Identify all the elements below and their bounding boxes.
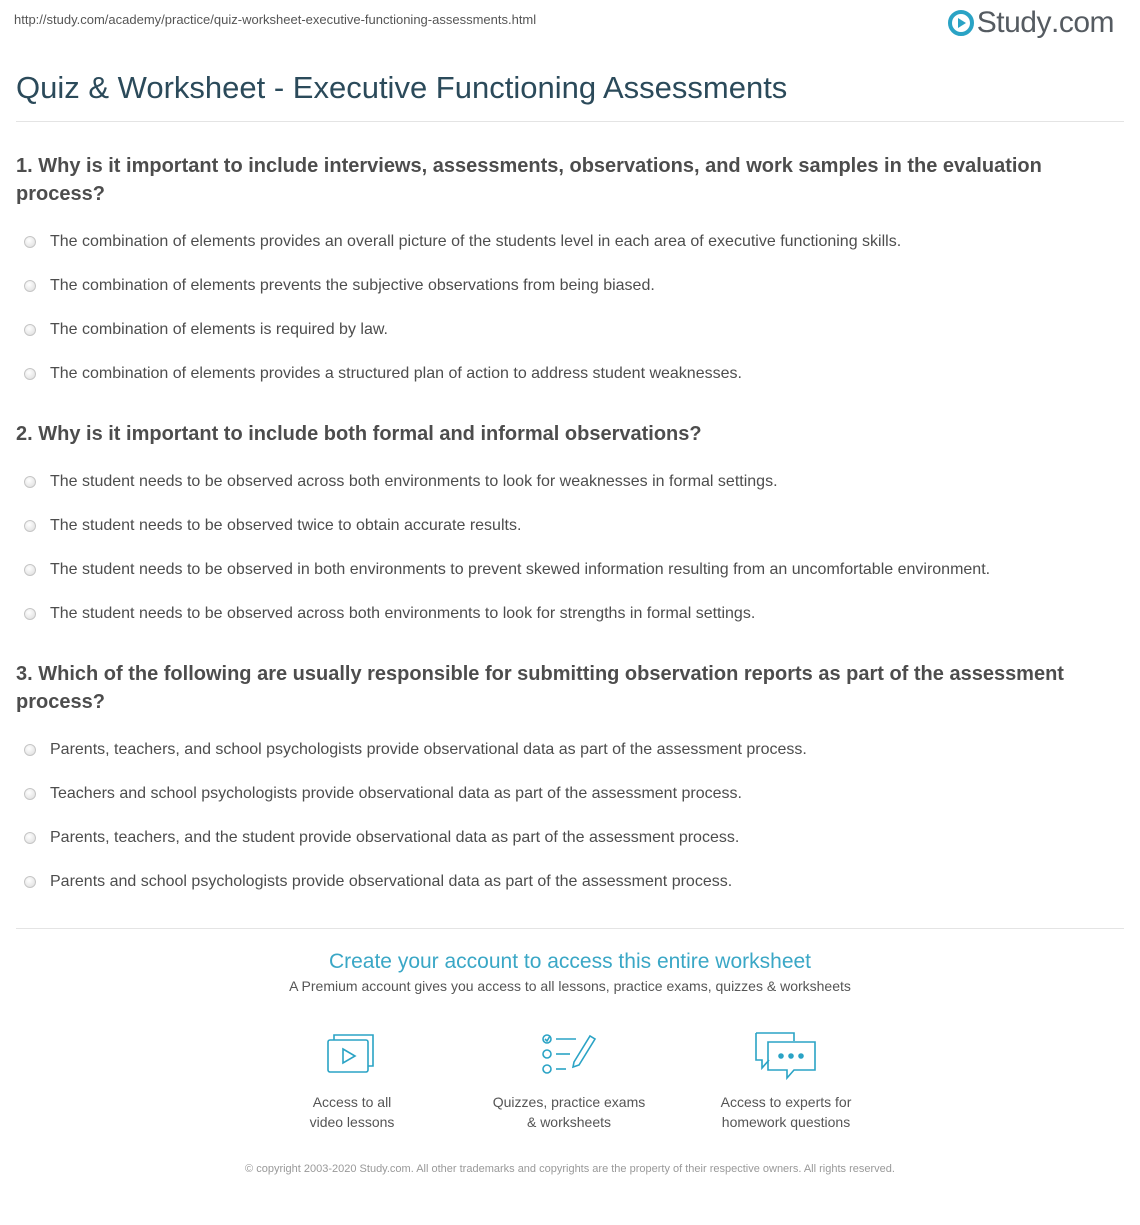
video-lessons-icon (326, 1030, 378, 1076)
answer-text: The combination of elements provides an overall picture of the students level in each area of executive functioning skills. (50, 233, 902, 250)
answer-text: Teachers and school psychologists provide observational data as part of the assessment process. (50, 785, 742, 802)
question-2 (16, 420, 1116, 636)
logo-suffix: .com (1050, 6, 1114, 39)
answer-text: The combination of elements provides a structured plan of action to address student weaknesses. (50, 365, 742, 382)
radio-button[interactable] (24, 280, 36, 292)
answer-option[interactable] (16, 860, 1116, 904)
question-text: 2. Why is it important to include both formal and informal observations? (16, 423, 702, 445)
answer-text: Parents, teachers, and the student provide observational data as part of the assessment process. (50, 829, 740, 846)
feature-experts (696, 1030, 876, 1132)
answer-option[interactable] (16, 728, 1116, 772)
feature-video-lessons (262, 1030, 442, 1132)
logo-text: Study (976, 6, 1051, 39)
feature-line-1: Access to all (312, 1094, 392, 1110)
page-title: Quiz & Worksheet - Executive Functioning Assessments (16, 70, 788, 105)
answer-list (16, 728, 1116, 904)
copyright-notice: © copyright 2003-2020 Study.com. All other trademarks and copyrights are the property of their respective owners. All rights reserved. (245, 1163, 895, 1175)
answer-text: The combination of elements is required by law. (50, 321, 388, 338)
cta-subtitle: A Premium account gives you access to all lessons, practice exams, quizzes & worksheets (289, 978, 851, 994)
answer-option[interactable] (16, 592, 1116, 636)
top-bar (0, 0, 1140, 52)
feature-line-2: & worksheets (526, 1114, 612, 1130)
answer-option[interactable] (16, 772, 1116, 816)
answer-option[interactable] (16, 460, 1116, 504)
answer-text: Parents and school psychologists provide observational data as part of the assessment process. (50, 873, 733, 890)
radio-button[interactable] (24, 368, 36, 380)
feature-quizzes (479, 1030, 659, 1132)
radio-button[interactable] (24, 564, 36, 576)
divider (16, 121, 1124, 122)
feature-line-2: video lessons (309, 1114, 395, 1130)
answer-text: The combination of elements prevents the subjective observations from being biased. (50, 277, 655, 294)
answer-option[interactable] (16, 816, 1116, 860)
divider (16, 928, 1124, 929)
question-3 (16, 660, 1116, 904)
radio-button[interactable] (24, 788, 36, 800)
answer-text: The student needs to be observed in both environments to prevent skewed information resulting from an uncomfortable environment. (50, 561, 991, 578)
radio-button[interactable] (24, 832, 36, 844)
feature-line-1: Access to experts for (720, 1094, 852, 1110)
answer-option[interactable] (16, 220, 1116, 264)
radio-button[interactable] (24, 236, 36, 248)
feature-line-2: homework questions (721, 1114, 851, 1130)
radio-button[interactable] (24, 744, 36, 756)
signup-cta (0, 950, 1140, 994)
radio-button[interactable] (24, 324, 36, 336)
answer-text: The student needs to be observed across both environments to look for strengths in formal settings. (50, 605, 756, 622)
cta-title-link[interactable]: Create your account to access this entire worksheet (328, 950, 812, 973)
chat-bubbles-icon (754, 1030, 818, 1082)
question-text: 1. Why is it important to include interviews, assessments, observations, and work samples in the evaluation process? (16, 155, 1042, 205)
radio-button[interactable] (24, 876, 36, 888)
page-url: http://study.com/academy/practice/quiz-worksheet-executive-functioning-assessments.html (14, 12, 537, 27)
answer-list (16, 460, 1116, 636)
answer-option[interactable] (16, 308, 1116, 352)
radio-button[interactable] (24, 520, 36, 532)
answer-option[interactable] (16, 352, 1116, 396)
radio-button[interactable] (24, 608, 36, 620)
radio-button[interactable] (24, 476, 36, 488)
question-text: 3. Which of the following are usually responsible for submitting observation reports as part of the assessment process? (16, 663, 1064, 713)
answer-text: The student needs to be observed across both environments to look for weaknesses in formal settings. (50, 473, 778, 490)
answer-option[interactable] (16, 548, 1116, 592)
play-circle-icon (948, 10, 974, 36)
answer-text: The student needs to be observed twice to obtain accurate results. (50, 517, 522, 534)
answer-list (16, 220, 1116, 396)
study-logo[interactable] (948, 6, 1114, 40)
question-1 (16, 152, 1116, 396)
feature-line-1: Quizzes, practice exams (492, 1094, 646, 1110)
quiz-checklist-icon (540, 1030, 598, 1076)
answer-text: Parents, teachers, and school psychologists provide observational data as part of the assessment process. (50, 741, 807, 758)
answer-option[interactable] (16, 504, 1116, 548)
answer-option[interactable] (16, 264, 1116, 308)
